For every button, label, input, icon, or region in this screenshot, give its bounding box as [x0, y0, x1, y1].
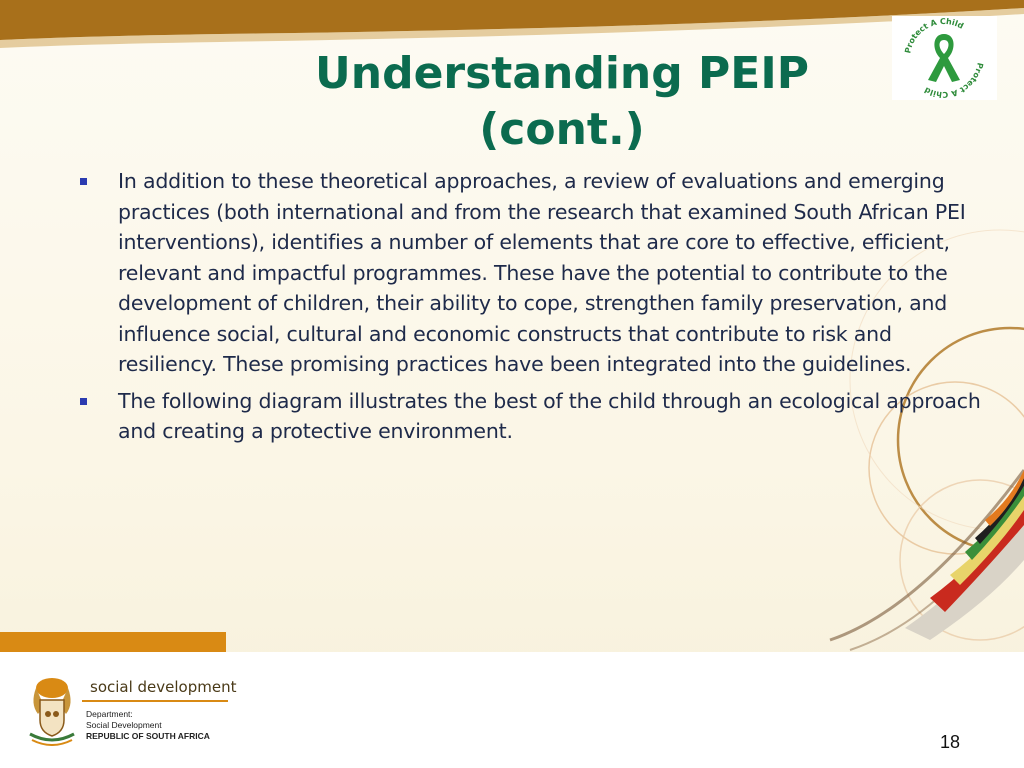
- bullet-text-1: In addition to these theoretical approaches, a review of evaluations and emerging practices (both international and from the research that examined South African PEI interventions), identifies a number of elements that are core to effective, efficient, relevant and impactful programmes. These have the potential to contribute to the development of children, their ability to cope, strengthen family preservation, and influence social, cultural and economic constructs that contribute to risk and resiliency. These promising practices have been integrated into the guidelines.: [118, 169, 966, 376]
- dept-line-3: REPUBLIC OF SOUTH AFRICA: [86, 731, 210, 741]
- slide-title: [262, 46, 862, 158]
- title-line-1: Understanding PEIP: [315, 48, 809, 99]
- department-block: [86, 709, 210, 742]
- dept-line-2: Social Development: [86, 720, 162, 730]
- protect-a-child-logo: [892, 16, 997, 100]
- svg-text:Protect A Child: Protect A Child: [903, 16, 965, 55]
- footer-accent-bar: [0, 632, 226, 652]
- bullet-item-2: [80, 386, 990, 447]
- square-bullet-icon: [80, 398, 87, 405]
- bullet-list: [80, 166, 990, 453]
- title-line-2: (cont.): [479, 104, 645, 155]
- bullet-item-1: [80, 166, 990, 380]
- dept-line-1: Department:: [86, 709, 133, 719]
- page-number: 18: [940, 732, 961, 752]
- svg-text:Protect A Child: Protect A Child: [923, 61, 985, 100]
- coat-of-arms-icon: [24, 674, 80, 746]
- beaded-necklace-icon: [830, 470, 1024, 650]
- brand-name: social development: [90, 678, 237, 696]
- bullet-text-2: The following diagram illustrates the best of the child through an ecological approach and creating a protective environment.: [118, 388, 981, 443]
- green-ribbon-icon: [892, 16, 997, 100]
- brand-underline: [82, 700, 228, 702]
- square-bullet-icon: [80, 178, 87, 185]
